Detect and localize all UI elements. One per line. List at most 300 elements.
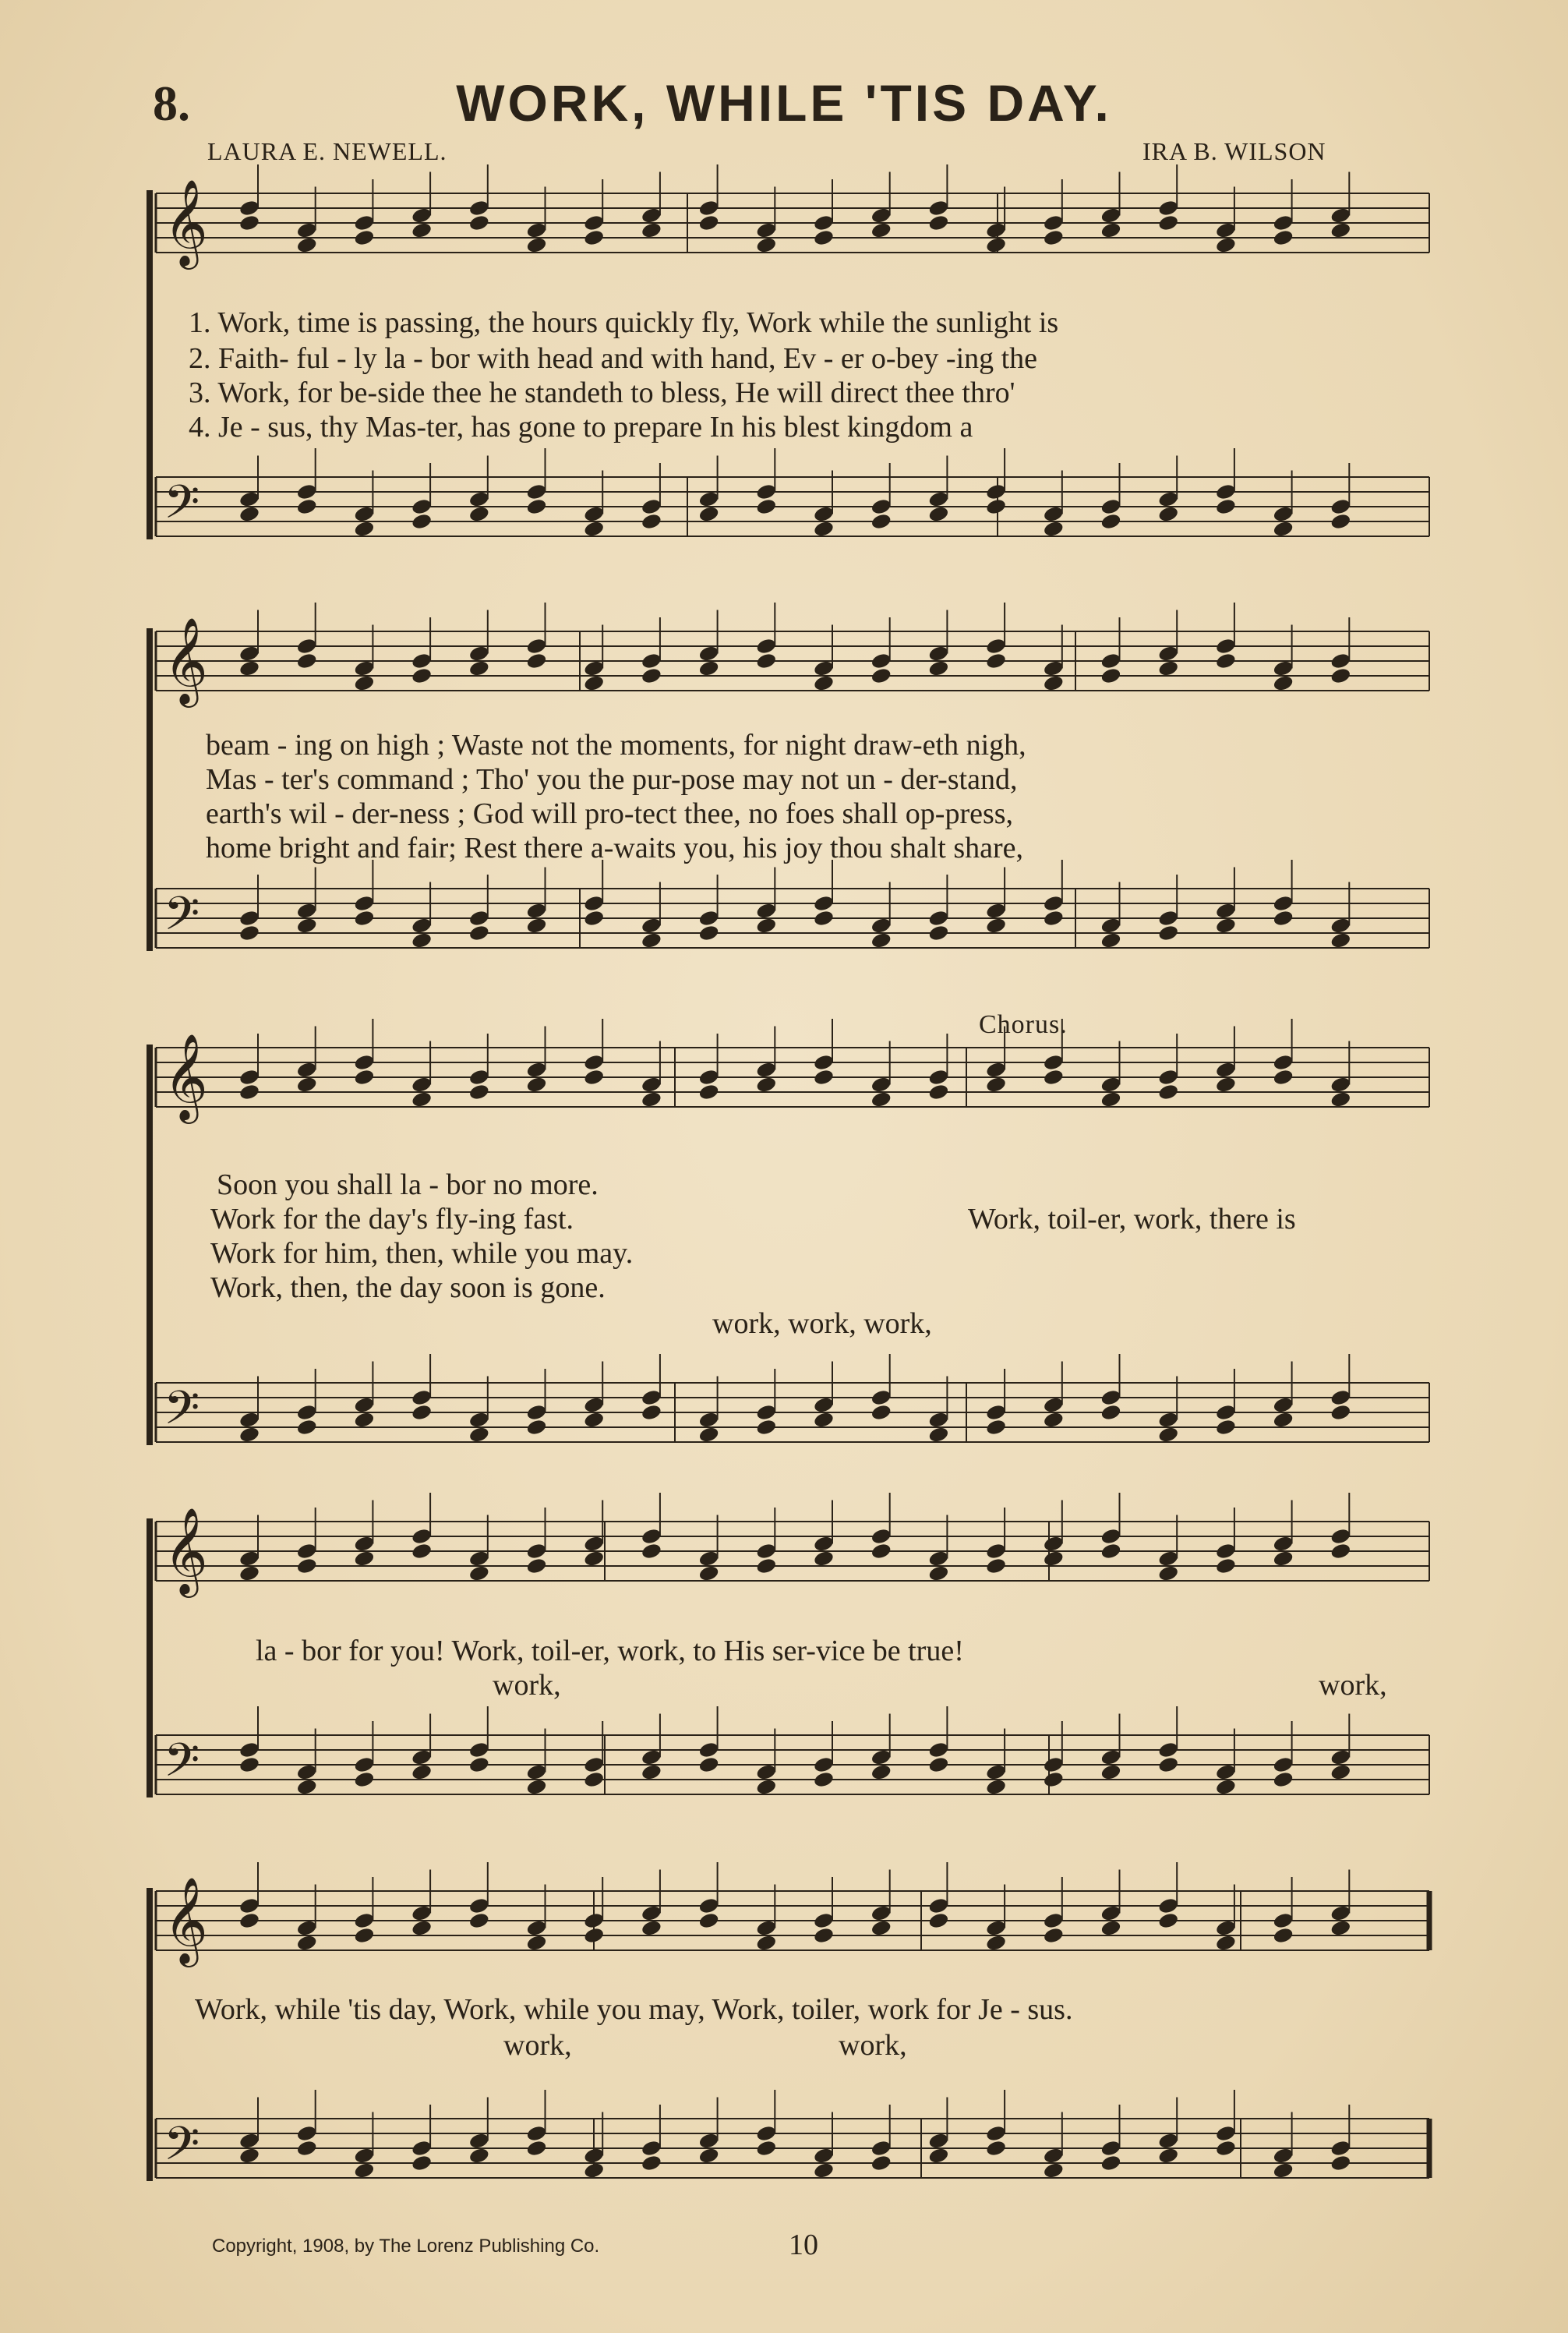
notehead <box>411 931 433 949</box>
notehead <box>1043 1053 1065 1071</box>
notehead <box>1215 1403 1237 1421</box>
notehead <box>641 917 662 935</box>
notehead <box>1157 2132 1179 2150</box>
verse-2-line-3: Work for the day's fly-ing fast. <box>210 1203 574 1235</box>
notehead <box>468 1741 490 1759</box>
notehead <box>698 645 720 663</box>
notehead <box>353 1770 375 1788</box>
notehead <box>296 497 318 515</box>
notehead <box>1157 1911 1179 1929</box>
notehead <box>238 490 260 508</box>
notehead <box>755 497 777 515</box>
notehead <box>641 1542 662 1560</box>
verse-2-line-2: Mas - ter's command ; Tho' you the pur-pose may not un - der-stand, <box>206 763 1018 796</box>
notehead <box>641 1919 662 1937</box>
notehead <box>985 637 1007 655</box>
notehead <box>468 645 490 663</box>
notehead <box>296 1763 318 1781</box>
notehead <box>1100 1542 1121 1560</box>
notehead <box>1157 199 1179 217</box>
notehead <box>1215 2139 1237 2157</box>
notehead <box>296 902 318 920</box>
notehead <box>583 674 605 692</box>
notehead <box>813 520 835 538</box>
notehead <box>353 1755 375 1773</box>
notehead <box>755 652 777 670</box>
notehead <box>1330 497 1351 515</box>
notehead <box>525 637 547 655</box>
notehead <box>296 652 318 670</box>
treble-clef: 𝄞 <box>164 1507 208 1594</box>
verse-3-line-3: Work for him, then, while you may. <box>210 1237 634 1270</box>
notehead <box>1100 221 1121 239</box>
notehead <box>1157 909 1179 927</box>
notehead <box>641 221 662 239</box>
notehead <box>468 1426 490 1444</box>
notehead <box>813 1068 835 1086</box>
notehead <box>1273 2162 1294 2179</box>
notehead <box>296 2139 318 2157</box>
notehead <box>353 659 375 677</box>
notehead <box>1043 2162 1065 2179</box>
notehead <box>238 924 260 942</box>
bass-clef: 𝄢 <box>164 1380 200 1446</box>
notehead <box>1157 1564 1179 1582</box>
notehead <box>296 1418 318 1436</box>
verse-1-line-2: beam - ing on high ; Waste not the moments, for night draw-eth nigh, <box>206 729 1026 762</box>
notehead <box>353 2162 375 2179</box>
notehead <box>698 1426 720 1444</box>
notehead <box>296 1557 318 1575</box>
author-credit: LAURA E. NEWELL. <box>207 137 447 165</box>
notehead <box>1273 505 1294 523</box>
notehead <box>1330 1542 1351 1560</box>
notehead <box>927 2147 949 2165</box>
notehead <box>1100 1403 1121 1421</box>
notehead <box>1157 924 1179 942</box>
notehead <box>1157 214 1179 232</box>
notehead <box>1100 917 1121 935</box>
notehead <box>525 2139 547 2157</box>
treble-clef: 𝄞 <box>164 617 208 704</box>
notehead <box>238 199 260 217</box>
notehead <box>871 1388 892 1406</box>
notehead <box>353 505 375 523</box>
notehead <box>1330 1763 1351 1781</box>
notehead <box>353 1550 375 1568</box>
notehead <box>1215 902 1237 920</box>
notehead <box>1043 228 1065 246</box>
notehead <box>985 902 1007 920</box>
notehead <box>1330 1076 1351 1094</box>
notehead <box>468 924 490 942</box>
notehead <box>871 1904 892 1922</box>
notehead <box>1330 1919 1351 1937</box>
notehead <box>698 1550 720 1568</box>
notehead <box>927 909 949 927</box>
notehead <box>927 199 949 217</box>
notehead <box>353 2147 375 2165</box>
notehead <box>353 1396 375 1414</box>
notehead <box>238 1083 260 1101</box>
notehead <box>1215 2124 1237 2142</box>
notehead <box>1215 1418 1237 1436</box>
notehead <box>583 214 605 232</box>
notehead <box>411 917 433 935</box>
notehead <box>1100 2139 1121 2157</box>
notehead <box>985 1076 1007 1094</box>
notehead <box>238 1564 260 1582</box>
notehead <box>525 902 547 920</box>
notehead <box>755 221 777 239</box>
notehead <box>641 1388 662 1406</box>
notehead <box>871 207 892 224</box>
notehead <box>1043 520 1065 538</box>
notehead <box>1215 1934 1237 1952</box>
notehead <box>1330 1403 1351 1421</box>
notehead <box>1215 483 1237 500</box>
notehead <box>985 1061 1007 1079</box>
notehead <box>238 1755 260 1773</box>
notehead <box>583 894 605 912</box>
notehead <box>353 1053 375 1071</box>
notehead <box>411 1076 433 1094</box>
notehead <box>755 1542 777 1560</box>
notehead <box>813 1411 835 1429</box>
notehead <box>583 520 605 538</box>
notehead <box>755 1557 777 1575</box>
notehead <box>755 2139 777 2157</box>
notehead <box>238 1911 260 1929</box>
chorus-line-1: Work, toil-er, work, there is <box>968 1203 1296 1235</box>
notehead <box>468 490 490 508</box>
notehead <box>871 1763 892 1781</box>
notehead <box>525 1542 547 1560</box>
bass-clef: 𝄢 <box>164 475 200 540</box>
notehead <box>1215 1542 1237 1560</box>
chorus-label: Chorus. <box>979 1010 1068 1039</box>
notehead <box>468 1911 490 1929</box>
notehead <box>1043 1411 1065 1429</box>
notehead <box>813 1396 835 1414</box>
notehead <box>353 228 375 246</box>
hymn-title: WORK, WHILE 'TIS DAY. <box>456 74 1112 132</box>
notehead <box>871 512 892 530</box>
notehead <box>813 674 835 692</box>
notehead <box>813 505 835 523</box>
notehead <box>296 1919 318 1937</box>
notehead <box>1157 645 1179 663</box>
notehead <box>641 1403 662 1421</box>
notehead <box>1273 2147 1294 2165</box>
notehead <box>238 909 260 927</box>
notehead <box>411 497 433 515</box>
notehead <box>238 1896 260 1914</box>
notehead <box>468 2147 490 2165</box>
notehead <box>525 1403 547 1421</box>
notehead <box>871 1542 892 1560</box>
notehead <box>1330 207 1351 224</box>
notehead <box>296 221 318 239</box>
treble-clef: 𝄞 <box>164 1033 208 1120</box>
notehead <box>927 490 949 508</box>
notehead <box>353 520 375 538</box>
notehead <box>1043 1550 1065 1568</box>
notehead <box>353 894 375 912</box>
notehead <box>927 2132 949 2150</box>
bass-clef: 𝄢 <box>164 886 200 952</box>
notehead <box>583 1535 605 1553</box>
notehead <box>755 1778 777 1796</box>
notehead <box>1273 1550 1294 1568</box>
notehead <box>813 1755 835 1773</box>
notehead <box>583 1770 605 1788</box>
notehead <box>525 1934 547 1952</box>
notehead <box>1043 1911 1065 1929</box>
verse-4-line-3: Work, then, the day soon is gone. <box>210 1271 606 1304</box>
notehead <box>1215 1763 1237 1781</box>
notehead <box>1100 1748 1121 1766</box>
notehead <box>755 1076 777 1094</box>
notehead <box>1273 1396 1294 1414</box>
notehead <box>813 2147 835 2165</box>
notehead <box>1043 894 1065 912</box>
notehead <box>468 199 490 217</box>
notehead <box>985 1542 1007 1560</box>
notehead <box>698 1564 720 1582</box>
chorus-bass-echo-3b: work, <box>839 2029 907 2062</box>
notehead <box>985 1919 1007 1937</box>
notehead <box>583 505 605 523</box>
notehead <box>871 1748 892 1766</box>
notehead <box>525 497 547 515</box>
notehead <box>927 1083 949 1101</box>
notehead <box>985 497 1007 515</box>
notehead <box>927 645 949 663</box>
notehead <box>813 1535 835 1553</box>
notehead <box>238 1741 260 1759</box>
notehead <box>927 1068 949 1086</box>
notehead <box>1157 490 1179 508</box>
notehead <box>353 1068 375 1086</box>
notehead <box>927 214 949 232</box>
notehead <box>871 497 892 515</box>
notehead <box>1100 931 1121 949</box>
notehead <box>1273 659 1294 677</box>
notehead <box>871 917 892 935</box>
notehead <box>871 1527 892 1545</box>
notehead <box>1273 1770 1294 1788</box>
notehead <box>525 1061 547 1079</box>
notehead <box>525 652 547 670</box>
notehead <box>411 1919 433 1937</box>
notehead <box>238 505 260 523</box>
notehead <box>1330 931 1351 949</box>
notehead <box>583 1068 605 1086</box>
notehead <box>985 917 1007 935</box>
notehead <box>1043 1770 1065 1788</box>
notehead <box>698 1411 720 1429</box>
chorus-bass-echo-2a: work, <box>493 1669 561 1702</box>
notehead <box>296 1778 318 1796</box>
notehead <box>755 917 777 935</box>
treble-clef: 𝄞 <box>164 179 208 266</box>
notehead <box>1043 1926 1065 1944</box>
notehead <box>641 1904 662 1922</box>
notehead <box>296 1061 318 1079</box>
notehead <box>698 2132 720 2150</box>
notehead <box>353 1535 375 1553</box>
notehead <box>985 1418 1007 1436</box>
notehead <box>1330 666 1351 684</box>
notehead <box>1100 1091 1121 1108</box>
notehead <box>1215 917 1237 935</box>
verse-4-line-1: 4. Je - sus, thy Mas-ter, has gone to prepare In his blest kingdom a <box>189 411 973 444</box>
notehead <box>238 1068 260 1086</box>
notehead <box>1043 505 1065 523</box>
notehead <box>1273 1926 1294 1944</box>
notehead <box>238 1426 260 1444</box>
notehead <box>1273 894 1294 912</box>
notehead <box>353 1911 375 1929</box>
notehead <box>641 1763 662 1781</box>
notehead <box>238 2132 260 2150</box>
notehead <box>1100 497 1121 515</box>
notehead <box>583 228 605 246</box>
notehead <box>296 917 318 935</box>
notehead <box>411 1403 433 1421</box>
notehead <box>1043 1535 1065 1553</box>
notehead <box>411 1763 433 1781</box>
notehead <box>411 666 433 684</box>
notehead <box>985 1934 1007 1952</box>
notehead <box>296 1076 318 1094</box>
notehead <box>525 1778 547 1796</box>
notehead <box>525 917 547 935</box>
notehead <box>411 1388 433 1406</box>
notehead <box>411 1748 433 1766</box>
notehead <box>1215 1076 1237 1094</box>
treble-clef: 𝄞 <box>164 1876 208 1964</box>
composer-credit: IRA B. WILSON <box>1142 137 1326 165</box>
notehead <box>641 1748 662 1766</box>
notehead <box>525 1919 547 1937</box>
chorus-bass-echo-1: work, work, work, <box>712 1307 932 1340</box>
notehead <box>755 902 777 920</box>
notehead <box>698 659 720 677</box>
notehead <box>641 931 662 949</box>
notehead <box>698 1741 720 1759</box>
notehead <box>698 1068 720 1086</box>
notehead <box>871 666 892 684</box>
notehead <box>1273 674 1294 692</box>
notehead <box>1043 1755 1065 1773</box>
notehead <box>1100 512 1121 530</box>
notehead <box>296 1403 318 1421</box>
verse-1-line-1: 1. Work, time is passing, the hours quickly fly, Work while the sunlight is <box>189 306 1059 339</box>
notehead <box>1215 652 1237 670</box>
notehead <box>985 2124 1007 2142</box>
notehead <box>1100 1076 1121 1094</box>
notehead <box>755 236 777 254</box>
notehead <box>985 1403 1007 1421</box>
notehead <box>871 652 892 670</box>
notehead <box>641 207 662 224</box>
notehead <box>698 1755 720 1773</box>
notehead <box>1330 1904 1351 1922</box>
notehead <box>755 1934 777 1952</box>
notehead <box>1157 659 1179 677</box>
notehead <box>927 1411 949 1429</box>
notehead <box>813 894 835 912</box>
notehead <box>641 652 662 670</box>
notehead <box>698 1896 720 1914</box>
notehead <box>698 199 720 217</box>
notehead <box>871 1076 892 1094</box>
notehead <box>871 1919 892 1937</box>
notehead <box>871 1403 892 1421</box>
notehead <box>1273 1535 1294 1553</box>
notehead <box>1215 1061 1237 1079</box>
notehead <box>1157 2147 1179 2165</box>
notehead <box>1157 1550 1179 1568</box>
notehead <box>353 1411 375 1429</box>
notehead <box>468 1068 490 1086</box>
notehead <box>927 1550 949 1568</box>
notehead <box>755 483 777 500</box>
notehead <box>1330 1388 1351 1406</box>
notehead <box>985 483 1007 500</box>
notehead <box>1215 236 1237 254</box>
notehead <box>411 1904 433 1922</box>
notehead <box>698 909 720 927</box>
notehead <box>1043 659 1065 677</box>
notehead <box>296 2124 318 2142</box>
notehead <box>813 228 835 246</box>
notehead <box>1043 2147 1065 2165</box>
notehead <box>641 1091 662 1108</box>
notehead <box>927 1564 949 1582</box>
bass-clef: 𝄢 <box>164 2116 200 2182</box>
notehead <box>353 674 375 692</box>
notehead <box>1157 1741 1179 1759</box>
notehead <box>927 924 949 942</box>
notehead <box>755 1403 777 1421</box>
notehead <box>698 214 720 232</box>
notehead <box>641 1527 662 1545</box>
notehead <box>927 1426 949 1444</box>
notehead <box>927 505 949 523</box>
notehead <box>698 505 720 523</box>
notehead <box>985 1557 1007 1575</box>
verse-3-line-2: earth's wil - der-ness ; God will pro-tect thee, no foes shall op-press, <box>206 797 1014 830</box>
notehead <box>583 1911 605 1929</box>
notehead <box>525 1418 547 1436</box>
notehead <box>1215 1919 1237 1937</box>
notehead <box>583 909 605 927</box>
notehead <box>1100 1763 1121 1781</box>
notehead <box>871 1091 892 1108</box>
notehead <box>985 236 1007 254</box>
notehead <box>296 483 318 500</box>
notehead <box>468 505 490 523</box>
notehead <box>411 1542 433 1560</box>
notehead <box>1157 1411 1179 1429</box>
notehead <box>411 2139 433 2157</box>
notehead <box>238 2147 260 2165</box>
notehead <box>296 637 318 655</box>
notehead <box>583 1926 605 1944</box>
